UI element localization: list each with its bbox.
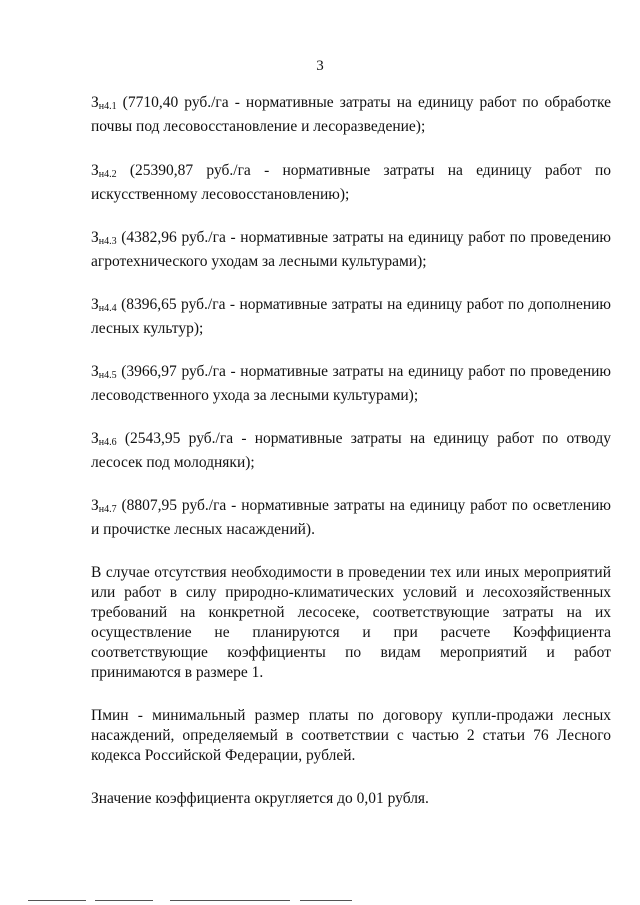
cost-item-6 xyxy=(91,429,611,473)
cost-item-text: (3966,97 руб./га - нормативные затраты на единицу работ по проведению лесоводственного ухода за лесными культурами); xyxy=(91,363,611,404)
cost-symbol-letter: З xyxy=(91,430,99,447)
cost-item-text: (4382,96 руб./га - нормативные затраты на единицу работ по проведению агротехнического уходам за лесными культурами); xyxy=(91,229,611,270)
cost-symbol-letter: З xyxy=(91,229,99,246)
cost-item-text: (2543,95 руб./га - нормативные затраты на единицу работ по отводу лесосек под молодняки); xyxy=(91,430,611,471)
rounding-note: Значение коэффициента округляется до 0,01 рубля. xyxy=(91,790,429,807)
cost-symbol-index: н4.1 xyxy=(98,101,117,112)
cost-symbol-index: н4.4 xyxy=(98,303,117,314)
cost-symbol-index: н4.7 xyxy=(98,504,117,515)
min-payment-definition: Пмин - минимальный размер платы по договору купли-продажи лесных насаждений, определяемый в соответствии с частью 2 статьи 76 Лесного кодекса Российской Федерации, рублей. xyxy=(91,707,611,764)
cost-item-4 xyxy=(91,295,611,339)
cost-item-text: (25390,87 руб./га - нормативные затраты на единицу работ по искусственному лесовосстановлению); xyxy=(91,162,611,203)
cost-item-text: (8807,95 руб./га - нормативные затраты на единицу работ по осветлению и прочистке лесных насаждений). xyxy=(91,497,611,538)
page-number: 3 xyxy=(316,58,324,74)
cost-symbol xyxy=(91,363,117,380)
cost-symbol-letter: З xyxy=(91,162,99,179)
cost-item-3 xyxy=(91,228,611,272)
cost-symbol-letter: З xyxy=(91,94,99,111)
cost-symbol xyxy=(91,229,117,246)
footer-rules xyxy=(0,898,640,904)
cost-symbol xyxy=(91,497,117,514)
cost-symbol-letter: З xyxy=(91,363,99,380)
absence-clause-paragraph: В случае отсутствия необходимости в проведении тех или иных мероприятий или работ в силу природно-климатических условий и лесохозяйственных требований на конкретной лесосеке, соответствующие затраты на их осуществление не планируются и при расчете Коэффициента соответствующие коэффициенты по видам мероприятий и работ принимаются в размере 1. xyxy=(91,564,611,681)
cost-symbol-index: н4.2 xyxy=(98,169,117,180)
cost-symbol xyxy=(91,162,117,179)
cost-symbol-letter: З xyxy=(91,296,99,313)
cost-item-7 xyxy=(91,496,611,540)
cost-item-1 xyxy=(91,93,611,137)
footer-rule xyxy=(28,900,86,901)
cost-item-2 xyxy=(91,161,611,205)
cost-symbol-index: н4.3 xyxy=(98,236,117,247)
cost-symbol-letter: З xyxy=(91,497,99,514)
cost-symbol xyxy=(91,296,117,313)
cost-symbol-index: н4.5 xyxy=(98,370,117,381)
cost-item-5 xyxy=(91,362,611,406)
cost-symbol-index: н4.6 xyxy=(98,437,117,448)
cost-symbol xyxy=(91,430,117,447)
cost-item-text: (7710,40 руб./га - нормативные затраты на единицу работ по обработке почвы под лесовосстановление и лесоразведение); xyxy=(91,94,611,135)
footer-rule xyxy=(170,900,290,901)
cost-symbol xyxy=(91,94,117,111)
cost-item-text: (8396,65 руб./га - нормативные затраты на единицу работ по дополнению лесных культур); xyxy=(91,296,611,337)
footer-rule xyxy=(300,900,352,901)
footer-rule xyxy=(95,900,153,901)
document-body xyxy=(91,93,611,832)
